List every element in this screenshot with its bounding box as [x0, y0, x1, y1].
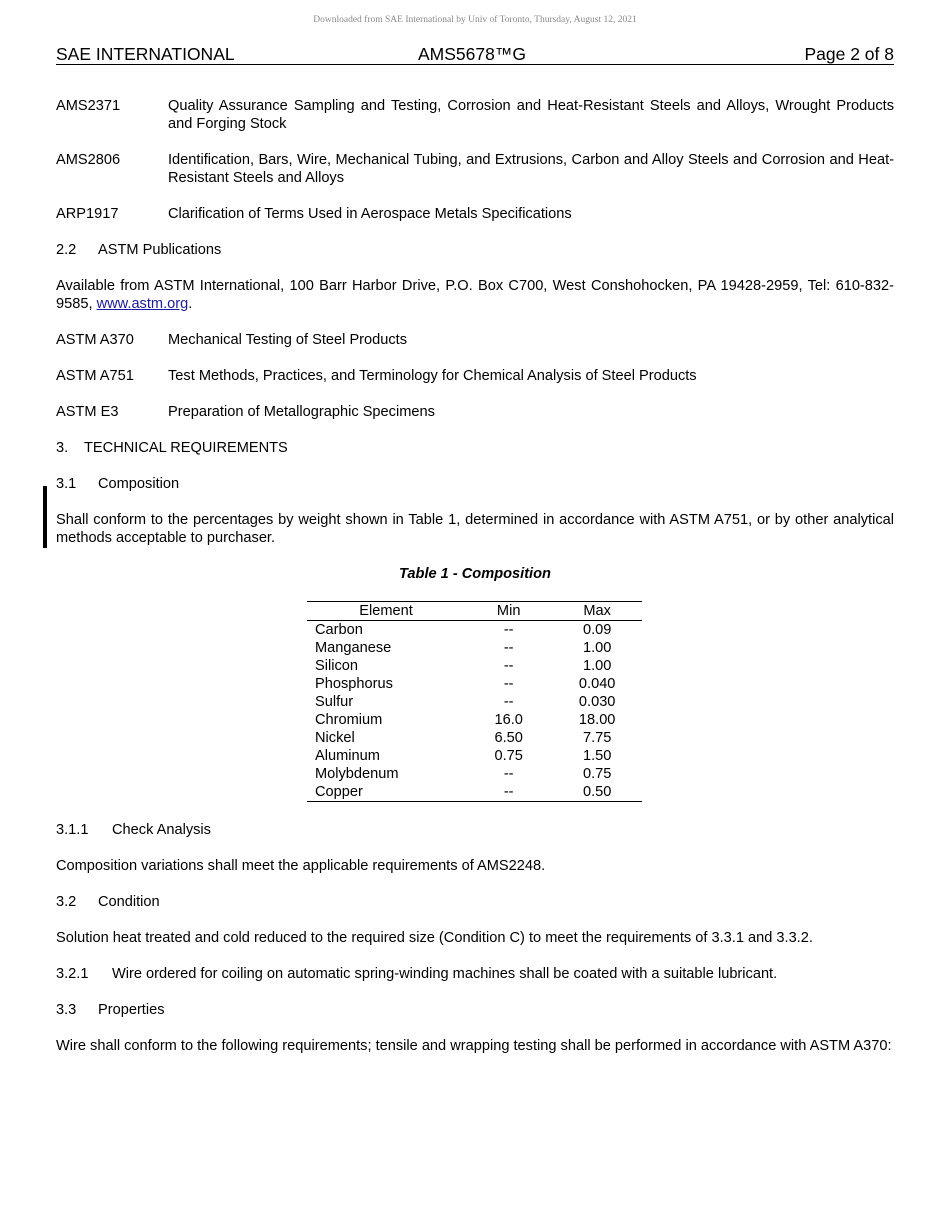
table-row — [307, 711, 642, 729]
page-header — [56, 44, 894, 65]
cell-min: -- — [503, 766, 514, 782]
cell-element: Chromium — [315, 712, 383, 728]
cell-min: 16.0 — [494, 712, 523, 728]
cell-element: Phosphorus — [315, 676, 393, 692]
section-heading-3-1-1 — [56, 821, 894, 839]
reference-title: Quality Assurance Sampling and Testing, Corrosion and Heat-Resistant Steels and Alloys, Wrought Products and Forging Stock — [168, 98, 894, 132]
table-row — [307, 729, 642, 747]
reference-code: AMS2806 — [56, 152, 121, 168]
cell-max: 0.040 — [578, 676, 616, 692]
composition-paragraph: Shall conform to the percentages by weight shown in Table 1, determined in accordance with ASTM A751, or by other analytical methods acceptable to purchaser. — [56, 512, 894, 546]
astm-availability-end: . — [188, 296, 193, 312]
reference-title: Mechanical Testing of Steel Products — [168, 332, 408, 348]
cell-min: -- — [503, 640, 514, 656]
astm-availability-text: Available from ASTM International, 100 Barr Harbor Drive, P.O. Box C700, West Conshohocken, PA 19428-2959, Tel: 610-832-9585, — [56, 278, 894, 312]
table-row — [307, 783, 642, 802]
section-heading-3-2 — [56, 893, 894, 911]
cell-max: 1.50 — [582, 748, 612, 764]
cell-min: -- — [503, 676, 514, 692]
reference-code: ARP1917 — [56, 206, 119, 222]
reference-item — [56, 367, 894, 385]
cell-max: 0.50 — [552, 783, 642, 802]
reference-code: ASTM A751 — [56, 368, 134, 384]
cell-element: Carbon — [315, 622, 363, 638]
table-row — [307, 693, 642, 711]
table-caption: Table 1 - Composition — [399, 566, 551, 582]
cell-min: 0.75 — [494, 748, 523, 764]
download-watermark: Downloaded from SAE International by Univ of Toronto, Thursday, August 12, 2021 — [313, 15, 637, 25]
cell-min: -- — [503, 694, 514, 710]
section-heading-2-2 — [56, 241, 894, 259]
reference-code: ASTM A370 — [56, 332, 134, 348]
cell-max: 0.75 — [582, 766, 612, 782]
section-heading-3-2-1 — [56, 965, 894, 983]
cell-max: 7.75 — [582, 730, 612, 746]
reference-code: AMS2371 — [56, 98, 121, 114]
composition-table — [307, 601, 642, 802]
section-title: ASTM Publications — [98, 242, 222, 258]
section-title: Condition — [98, 894, 160, 910]
reference-code: ASTM E3 — [56, 404, 119, 420]
reference-item — [56, 205, 894, 223]
section-heading-3 — [56, 439, 894, 457]
section-number: 3.2.1 — [56, 966, 89, 982]
document-body — [56, 97, 894, 1073]
section-number: 3.1 — [56, 476, 77, 492]
header-org: SAE INTERNATIONAL — [56, 44, 235, 64]
cell-max: 0.09 — [582, 622, 612, 638]
astm-availability-paragraph — [56, 277, 894, 313]
header-doc-number: AMS5678™G — [418, 44, 526, 64]
reference-item — [56, 97, 894, 133]
reference-title: Clarification of Terms Used in Aerospace Metals Specifications — [168, 206, 572, 222]
check-analysis-paragraph: Composition variations shall meet the applicable requirements of AMS2248. — [56, 858, 546, 874]
section-title: Check Analysis — [112, 822, 211, 838]
condition-paragraph: Solution heat treated and cold reduced to the required size (Condition C) to meet the requirements of 3.3.1 and 3.3.2. — [56, 930, 813, 946]
reference-title: Test Methods, Practices, and Terminology for Chemical Analysis of Steel Products — [168, 368, 697, 384]
table-header-row — [307, 602, 642, 621]
cell-element: Copper — [307, 783, 465, 802]
cell-element: Molybdenum — [315, 766, 399, 782]
reference-title: Preparation of Metallographic Specimens — [168, 404, 435, 420]
header-element: Element — [307, 602, 465, 621]
table-row — [307, 657, 642, 675]
cell-element: Sulfur — [315, 694, 354, 710]
reference-title: Identification, Bars, Wire, Mechanical Tubing, and Extrusions, Carbon and Alloy Steels and Corrosion and Heat-Resistant Steels and Alloys — [168, 152, 894, 186]
table-row — [307, 765, 642, 783]
section-number: 3.3 — [56, 1002, 77, 1018]
section-title: Composition — [98, 476, 180, 492]
cell-max: 18.00 — [578, 712, 616, 728]
section-number: 3.1.1 — [56, 822, 89, 838]
cell-element: Aluminum — [315, 748, 380, 764]
composition-table-wrapper — [56, 601, 894, 802]
section-title: Properties — [98, 1002, 165, 1018]
section-number: 3.2 — [56, 894, 77, 910]
section-number: 3. — [56, 440, 69, 456]
cell-element: Manganese — [315, 640, 392, 656]
table-row — [307, 747, 642, 765]
table-row — [307, 639, 642, 657]
header-max: Max — [552, 602, 642, 621]
cell-max: 1.00 — [582, 658, 612, 674]
cell-min: 6.50 — [494, 730, 523, 746]
astm-website-link[interactable]: www.astm.org — [96, 296, 189, 312]
cell-max: 0.030 — [578, 694, 616, 710]
section-heading-3-3 — [56, 1001, 894, 1019]
cell-min: -- — [465, 783, 552, 802]
revision-change-bar — [43, 486, 47, 548]
header-page-number: Page 2 of 8 — [804, 44, 894, 64]
cell-max: 1.00 — [582, 640, 612, 656]
reference-item — [56, 331, 894, 349]
cell-element: Silicon — [315, 658, 358, 674]
section-number: 2.2 — [56, 242, 77, 258]
properties-paragraph: Wire shall conform to the following requirements; tensile and wrapping testing shall be performed in accordance with ASTM A370: — [56, 1038, 892, 1054]
table-row — [307, 675, 642, 693]
section-heading-3-1 — [56, 475, 894, 493]
table-row — [307, 621, 642, 640]
section-text: Wire ordered for coiling on automatic spring-winding machines shall be coated with a suitable lubricant. — [112, 966, 778, 982]
reference-item — [56, 151, 894, 187]
header-min: Min — [465, 602, 552, 621]
section-title: TECHNICAL REQUIREMENTS — [84, 440, 288, 456]
cell-min: -- — [503, 622, 514, 638]
reference-item — [56, 403, 894, 421]
cell-min: -- — [503, 658, 514, 674]
cell-element: Nickel — [315, 730, 355, 746]
